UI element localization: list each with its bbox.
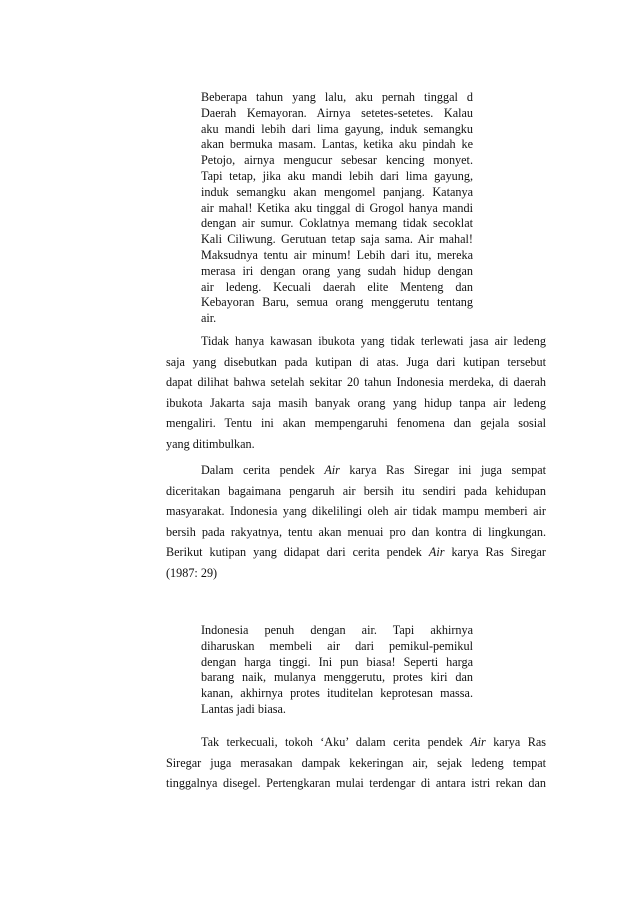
paragraph-line: ibukota Jakarta saja masih banyak orang yang hidup tanpa air ledeng (166, 395, 546, 410)
paragraph-line: Tidak hanya kawasan ibukota yang tidak terlewati jasa air ledeng (201, 334, 546, 348)
quote-line: aku mandi lebih dari lima gayung, induk semangku (201, 121, 473, 136)
quote-line: akan bermuka masam. Lantas, ketika aku pindah ke (201, 137, 473, 152)
quote-line: Tapi tetap, jika aku mandi lebih dari lima gayung, (201, 168, 473, 183)
quote-line: induk semangku akan mengomel panjang. Katanya (201, 184, 473, 199)
block-quote-indonesia (201, 623, 473, 718)
paragraph-line: Tak terkecuali, tokoh ‘Aku’ dalam cerita pendek Air karya Ras (201, 735, 546, 749)
paragraph-line: yang ditimbulkan. (166, 436, 255, 451)
story-title: Air (470, 735, 486, 749)
quote-line: air. (201, 311, 217, 326)
paragraph-line: bersih pada rakyatnya, tentu akan menuai pro dan kontra di lingkungan. (166, 524, 546, 539)
paragraph-line: mengaliri. Tentu ini akan mempengaruhi fenomena dan gejala sosial (166, 416, 546, 431)
quote-line: Lantas jadi biasa. (201, 701, 286, 716)
story-title: Air (428, 545, 445, 560)
quote-line: Petojo, airnya mengucur sebesar kencing monyet. (201, 153, 473, 168)
quote-line: air ledeng. Kecuali daerah elite Menteng dan (201, 279, 473, 294)
paragraph-line: Berikut kutipan yang didapat dari cerita pendek Air karya Ras Siregar (166, 545, 546, 560)
quote-line: Indonesia penuh dengan air. Tapi akhirnya (201, 623, 473, 637)
paragraph-line: (1987: 29) (166, 565, 218, 580)
paragraph-line: tinggalnya disegel. Pertengkaran mulai terdengar di antara istri rekan dan (166, 776, 546, 791)
paragraph-line: dapat dilihat bahwa setelah sekitar 20 tahun Indonesia merdeka, di daerah (166, 375, 546, 390)
quote-line: kanan, akhirnya protes ituditelan keprotesan massa. (201, 686, 473, 701)
quote-line: Kali Ciliwung. Gerutuan tetap saja sama. Air mahal! (201, 232, 473, 247)
quote-line: barang naik, mulanya menggerutu, protes kiri dan (201, 670, 473, 685)
quote-line: Beberapa tahun yang lalu, aku pernah tinggal d (201, 90, 473, 104)
paragraph-line: masyarakat. Indonesia yang dikelilingi oleh air tidak mampu memberi air (166, 504, 546, 519)
quote-line: Maksudnya tentu air minum! Lebih dari itu, mereka (201, 247, 473, 262)
story-title: Air (324, 463, 340, 477)
paragraph-line: Siregar juga merasakan dampak kekeringan air, sejak ledeng tempat (166, 755, 546, 770)
paragraph-air-bersih (166, 460, 546, 584)
paragraph-line: Dalam cerita pendek Air karya Ras Siregar ini juga sempat (201, 463, 546, 477)
paragraph-tokoh-aku (166, 732, 546, 794)
paragraph-ibukota (166, 331, 546, 455)
quote-line: merasa iri dengan orang yang sudah hidup dengan (201, 263, 473, 278)
paragraph-line: diceritakan bagaimana pengaruh air bersih itu sendiri pada kehidupan (166, 483, 546, 498)
quote-line: diharuskan membeli air dari pemikul-pemikul (201, 638, 473, 653)
block-quote-kemayoran (201, 90, 473, 327)
quote-line: dengan air sumur. Coklatnya memang tidak secoklat (201, 216, 473, 231)
quote-line: air mahal! Ketika aku tinggal di Grogol hanya mandi (201, 200, 473, 215)
paragraph-line: saja yang disebutkan pada kutipan di atas. Juga dari kutipan tersebut (166, 354, 546, 369)
quote-line: Daerah Kemayoran. Airnya setetes-setetes. Kalau (201, 105, 473, 120)
quote-line: Kebayoran Baru, semua orang menggerutu tentang (201, 295, 473, 310)
quote-line: dengan harga tinggi. Ini pun biasa! Seperti harga (201, 654, 473, 669)
